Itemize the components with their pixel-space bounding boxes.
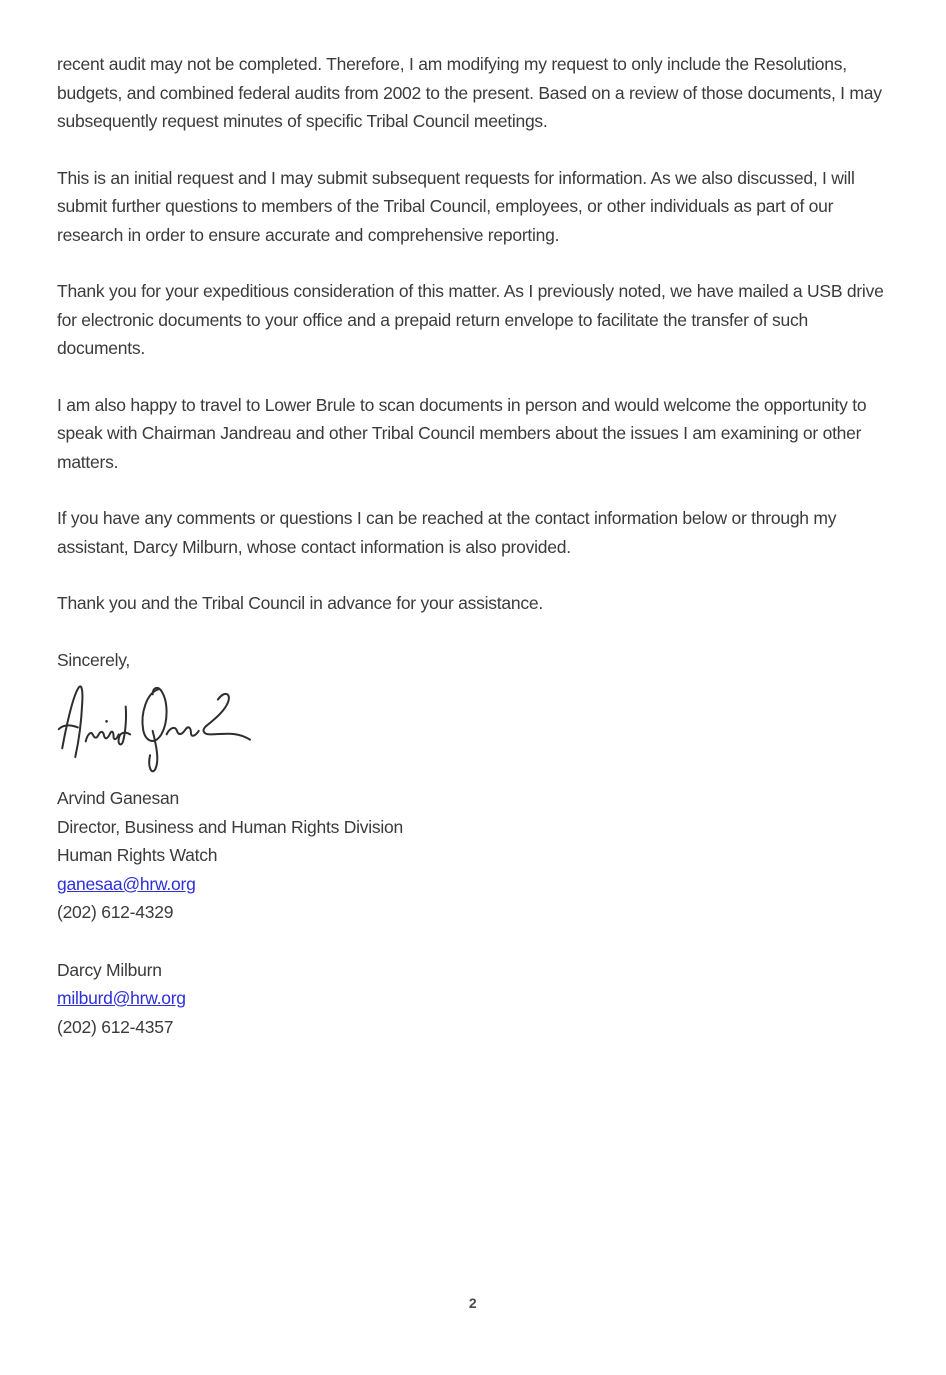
sender-phone: (202) 612-4329 bbox=[57, 902, 174, 922]
page-number: 2 bbox=[468, 1295, 478, 1311]
paragraph-5: If you have any comments or questions I can be reached at the contact information below or through my assistant, Darcy Milburn, whose contact information is also provided. bbox=[57, 508, 837, 557]
paragraph-1: recent audit may not be completed. Therefore, I am modifying my request to only include the Resolutions, budgets, and combined federal audits from 2002 to the present. Based on a review of those documents, I may subsequently request minutes of specific Tribal Council meetings. bbox=[57, 54, 882, 131]
sender-organization: Human Rights Watch bbox=[57, 845, 218, 865]
closing-salutation: Sincerely, bbox=[57, 649, 131, 670]
paragraph-4: I am also happy to travel to Lower Brule to scan documents in person and would welcome the opportunity to speak with Chairman Jandreau and other Tribal Council members about the issues I am examining or other matters. bbox=[57, 394, 867, 472]
assistant-contact-block bbox=[57, 956, 894, 1042]
assistant-name: Darcy Milburn bbox=[57, 959, 162, 980]
paragraph-2: This is an initial request and I may submit subsequent requests for information. As we also discussed, I will submit further questions to members of the Tribal Council, employees, or other individuals as part of our research in order to ensure accurate and comprehensive reporting. bbox=[57, 167, 855, 245]
signature-image bbox=[57, 676, 894, 784]
sender-title: Director, Business and Human Rights Division bbox=[57, 816, 403, 837]
sender-email-link[interactable]: ganesaa@hrw.org bbox=[57, 873, 196, 894]
paragraph-3: Thank you for your expeditious consideration of this matter. As I previously noted, we have mailed a USB drive for electronic documents to your office and a prepaid return envelope to facilitate the transfer of such documents. bbox=[57, 281, 884, 358]
assistant-phone: (202) 612-4357 bbox=[57, 1016, 174, 1037]
paragraph-6: Thank you and the Tribal Council in advance for your assistance. bbox=[57, 593, 543, 613]
assistant-email-link[interactable]: milburd@hrw.org bbox=[57, 988, 186, 1008]
sender-name: Arvind Ganesan bbox=[57, 788, 179, 808]
sender-contact-block bbox=[57, 784, 894, 927]
letter-body bbox=[57, 50, 894, 1041]
